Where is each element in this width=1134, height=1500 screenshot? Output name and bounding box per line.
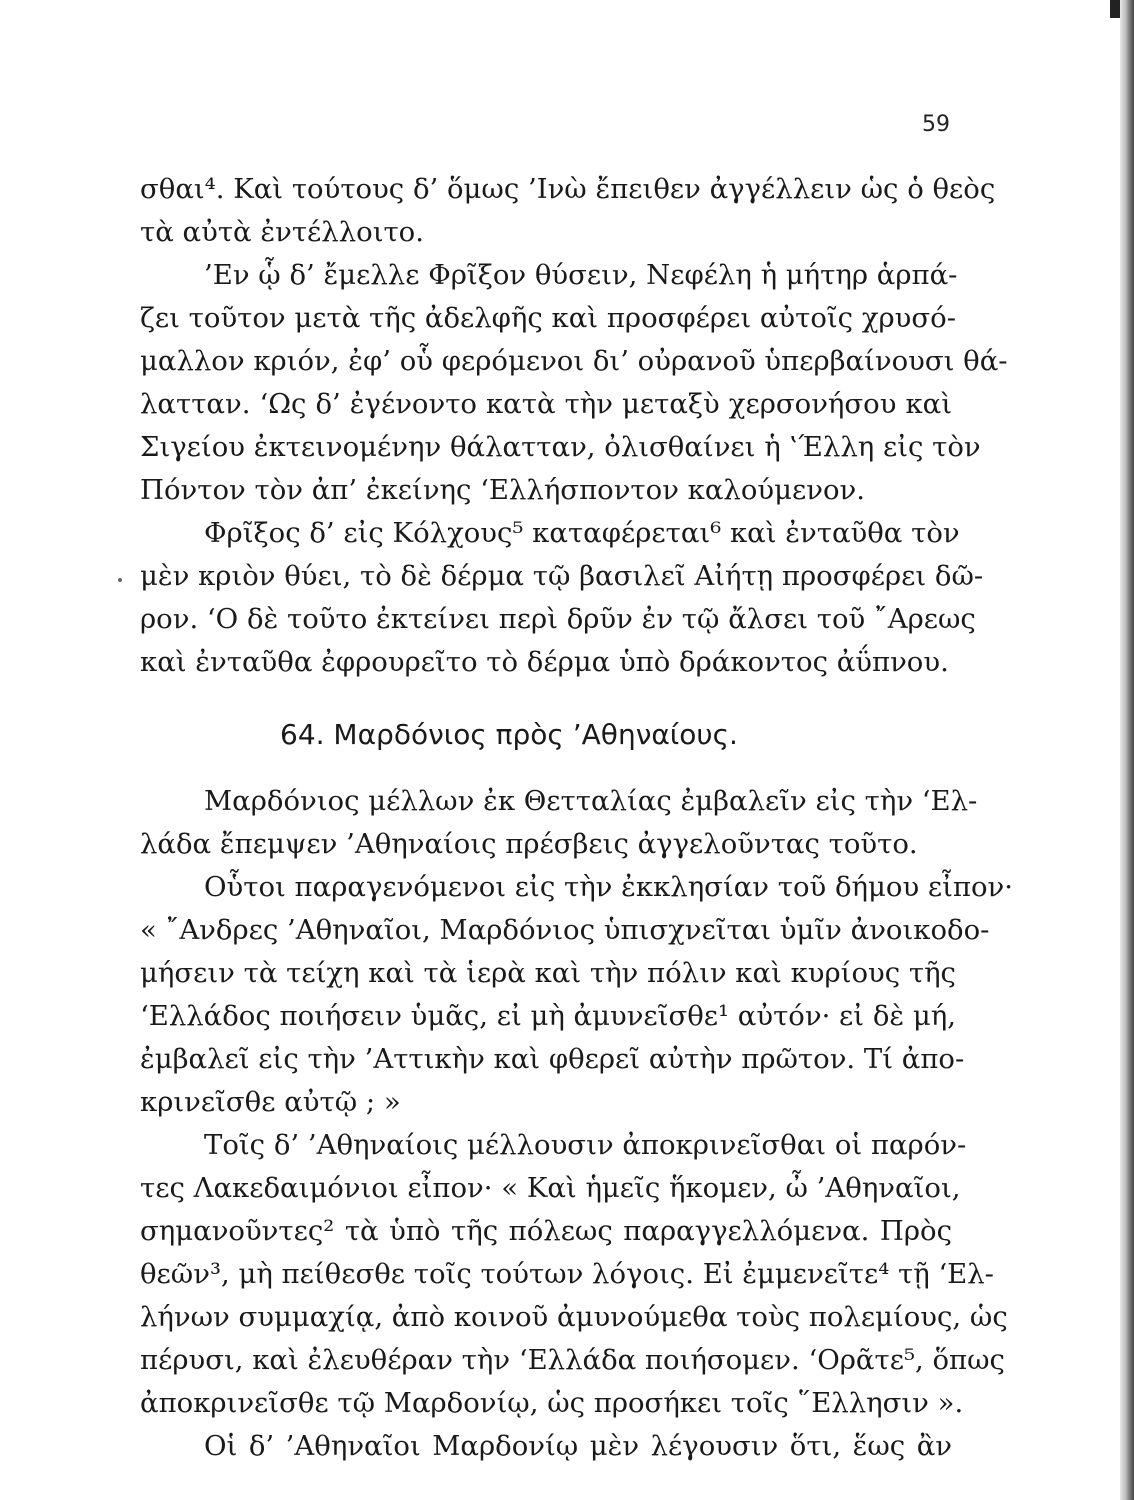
text-line: τες Λακεδαιμόνιοι εἶπον· « Καὶ ἡμεῖς ἥκομεν, ὦ ’Αθηναῖοι, (140, 1172, 961, 1204)
scan-edge-shadow (1120, 0, 1134, 1500)
text-line: Τοῖς δ’ ’Αθηναίοις μέλλουσιν ἀποκρινεῖσθαι οἱ παρόν- (204, 1129, 967, 1161)
text-line: Σιγείου ἐκτεινομένην θάλατταν, ὀλισθαίνει ἡ ‛Έλλη εἰς τὸν (140, 431, 981, 463)
text-line: σημανοῦντες² τὰ ὑπὸ τῆς πόλεως παραγγελλόμενα. Πρὸς (140, 1215, 952, 1247)
text-line: μήσειν τὰ τείχη καὶ τὰ ἱερὰ καὶ τὴν πόλιν καὶ κυρίους τῆς (140, 957, 956, 989)
paragraph-7 (140, 1425, 952, 1468)
text-line: λατταν. ‘Ως δ’ ἐγένοντο κατὰ τὴν μεταξὺ χερσονήσου καὶ (140, 388, 952, 420)
paragraph-1 (140, 168, 996, 254)
text-line: τὰ αὐτὰ ἐντέλλοιτο. (140, 216, 424, 248)
text-line: ‘Ελλάδος ποιήσειν ὑμᾶς, εἰ μὴ ἀμυνεῖσθε¹ αὐτόν· εἰ δὲ μή, (140, 1000, 956, 1032)
text-line: « ῎Ανδρες ’Αθηναῖοι, Μαρδόνιος ὑπισχνεῖται ὑμῖν ἀνοικοδο- (140, 914, 990, 946)
paragraph-4 (140, 780, 978, 866)
paragraph-3 (140, 512, 984, 684)
text-line: μαλλον κριόν, ἐφ’ οὗ φερόμενοι δι’ οὐρανοῦ ὑπερβαίνουσι θά- (140, 345, 1008, 377)
paragraph-6 (140, 1124, 1008, 1425)
scan-corner-mark (1110, 0, 1120, 18)
page-number: 59 (922, 112, 950, 137)
text-line: Μαρδόνιος μέλλων ἐκ Θετταλίας ἐμβαλεῖν εἰς τὴν ‘Ελ- (204, 785, 978, 817)
text-line: Οὗτοι παραγενόμενοι εἰς τὴν ἐκκλησίαν τοῦ δήμου εἶπον· (204, 871, 1014, 903)
text-line: μὲν κριὸν θύει, τὸ δὲ δέρμα τῷ βασιλεῖ Αἰήτῃ προσφέρει δῶ- (140, 560, 984, 592)
text-line: ζει τοῦτον μετὰ τῆς ἀδελφῆς καὶ προσφέρει αὐτοῖς χρυσό- (140, 302, 956, 334)
text-line: ἀποκρινεῖσθε τῷ Μαρδονίῳ, ὡς προσήκει τοῖς ῞Ελλησιν ». (140, 1387, 964, 1419)
text-line: Πόντον τὸν ἀπ’ ἐκείνης ‘Ελλήσποντον καλούμενον. (140, 474, 865, 506)
text-line: θεῶν³, μὴ πείθεσθε τοῖς τούτων λόγοις. Εἰ ἐμμενεῖτε⁴ τῇ ‘Ελ- (140, 1258, 994, 1290)
text-line: λήνων συμμαχίᾳ, ἀπὸ κοινοῦ ἀμυνούμεθα τοὺς πολεμίους, ὡς (140, 1301, 1008, 1333)
text-line: πέρυσι, καὶ ἐλευθέραν τὴν ‘Ελλάδα ποιήσομεν. ‘Ορᾶτε⁵, ὅπως (140, 1344, 1005, 1376)
paragraph-5 (140, 866, 1014, 1124)
text-line: Οἱ δ’ ’Αθηναῖοι Μαρδονίῳ μὲν λέγουσιν ὅτι, ἕως ἂν (204, 1430, 952, 1462)
text-line: Φρῖξος δ’ εἰς Κόλχους⁵ καταφέρεται⁶ καὶ ἐνταῦθα τὸν (204, 517, 960, 549)
text-line: κρινεῖσθε αὐτῷ ; » (140, 1086, 401, 1118)
section-heading: 64. Μαρδόνιος πρὸς ’Αθηναίους. (280, 718, 738, 751)
body-text (140, 168, 1014, 1468)
text-line: ἐμβαλεῖ εἰς τὴν ’Αττικὴν καὶ φθερεῖ αὐτὴν πρῶτον. Τί ἀπο- (140, 1043, 965, 1075)
text-line: λάδα ἔπεμψεν ’Αθηναίοις πρέσβεις ἀγγελοῦντας τοῦτο. (140, 828, 918, 860)
text-line: σθαι⁴. Καὶ τούτους δ’ ὅμως ’Ινὼ ἔπειθεν ἀγγέλλειν ὡς ὁ θεὸς (140, 173, 996, 205)
text-line: ρον. ‘Ο δὲ τοῦτο ἐκτείνει περὶ δρῦν ἐν τῷ ἄλσει τοῦ ῎Αρεως (140, 603, 976, 635)
paragraph-2 (140, 254, 1008, 512)
text-line: καὶ ἐνταῦθα ἐφρουρεῖτο τὸ δέρμα ὑπὸ δράκοντος ἀΰπνου. (140, 646, 949, 678)
text-line: ’Εν ᾧ δ’ ἔμελλε Φρῖξον θύσειν, Νεφέλη ἡ μήτηρ ἁρπά- (204, 259, 958, 291)
stray-ink-dot (118, 578, 122, 582)
